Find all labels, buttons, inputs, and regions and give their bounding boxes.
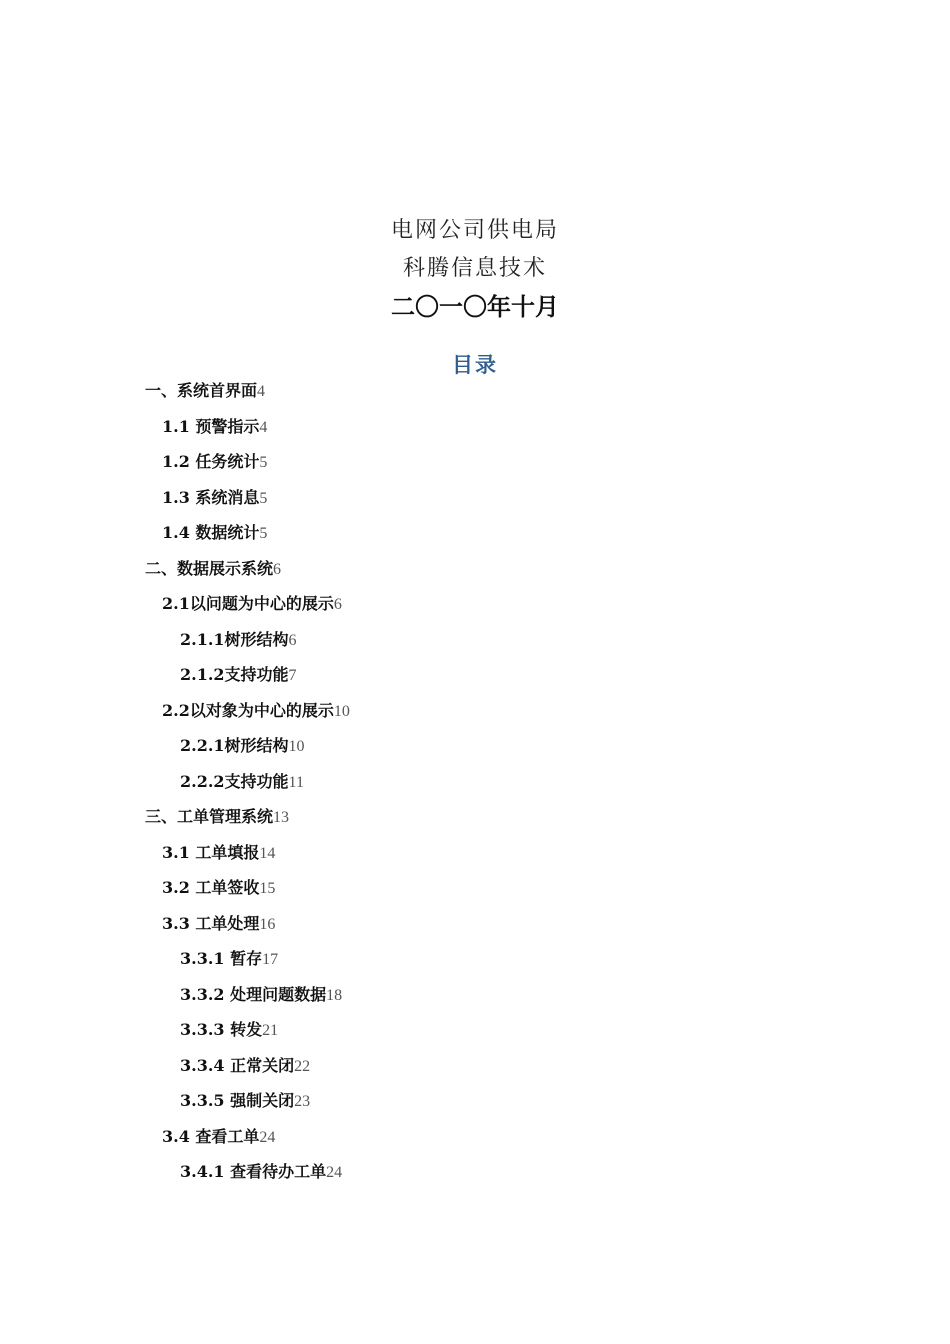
toc-entry-title: 3.3.1 暂存 — [180, 949, 263, 968]
toc-entry-page-number: 21 — [262, 1022, 279, 1039]
toc-entry-title: 3.3.4 正常关闭 — [180, 1055, 295, 1075]
toc-entry-title: 1.2 任务统计 — [162, 452, 260, 471]
toc-entry[interactable] — [162, 483, 267, 513]
toc-entry[interactable] — [180, 1086, 310, 1116]
toc-entry-page-number: 4 — [259, 418, 268, 436]
toc-entry-page-number: 16 — [259, 915, 276, 933]
toc-entry-title: 2.1.2支持功能 — [180, 665, 289, 684]
toc-entry[interactable] — [162, 838, 275, 868]
toc-entry-page-number: 5 — [259, 525, 268, 542]
toc-entry-title: 2.2.1树形结构 — [180, 736, 289, 755]
toc-entry-page-number: 10 — [288, 738, 305, 755]
toc-entry-page-number: 18 — [326, 986, 343, 1004]
toc-entry-title: 2.1.1树形结构 — [180, 629, 289, 649]
toc-entry[interactable] — [180, 1015, 278, 1045]
toc-entry[interactable] — [180, 767, 304, 797]
toc-entry[interactable] — [162, 589, 342, 619]
toc-entry-title: 2.2以对象为中心的展示 — [162, 700, 334, 720]
toc-entry-title: 二、数据展示系统 — [145, 558, 274, 578]
toc-entry-title: 3.4 查看工单 — [162, 1126, 260, 1146]
toc-entry-title: 2.1以问题为中心的展示 — [162, 594, 334, 613]
toc-entry-page-number: 4 — [257, 383, 266, 400]
toc-title: 目录 — [452, 353, 498, 377]
toc-entry-title: 3.3.2 处理问题数据 — [180, 984, 327, 1004]
toc-entry[interactable] — [145, 376, 265, 406]
toc-entry[interactable] — [180, 625, 297, 655]
organization-name: 电网公司供电局 — [390, 218, 559, 243]
toc-entry[interactable] — [162, 873, 275, 903]
toc-entry-page-number: 7 — [288, 667, 297, 684]
toc-entry[interactable] — [145, 802, 289, 832]
toc-entry-page-number: 6 — [273, 560, 282, 578]
toc-entry[interactable] — [162, 447, 267, 477]
toc-entry-page-number: 22 — [294, 1057, 311, 1075]
document-date: 二〇一〇年十月 — [391, 292, 559, 321]
toc-entry-page-number: 6 — [333, 596, 342, 613]
toc-entry-title: 3.3.5 强制关闭 — [180, 1091, 295, 1110]
toc-entry[interactable] — [162, 518, 267, 548]
toc-entry-page-number: 11 — [288, 773, 304, 791]
toc-entry-page-number: 13 — [273, 809, 290, 826]
toc-entry-title: 3.3 工单处理 — [162, 913, 260, 933]
toc-entry-page-number: 14 — [259, 844, 276, 862]
toc-entry-title: 三、工单管理系统 — [145, 807, 274, 826]
toc-entry-title: 1.1 预警指示 — [162, 416, 260, 436]
toc-entry-title: 一、系统首界面 — [145, 381, 258, 400]
toc-entry-title: 2.2.2支持功能 — [180, 771, 289, 791]
toc-entry-title: 1.4 数据统计 — [162, 523, 260, 542]
toc-entry-page-number: 24 — [326, 1164, 343, 1181]
toc-entry[interactable] — [180, 980, 342, 1010]
toc-entry-title: 1.3 系统消息 — [162, 487, 260, 507]
toc-entry[interactable] — [180, 731, 305, 761]
toc-entry-title: 3.1 工单填报 — [162, 842, 260, 862]
toc-entry-page-number: 17 — [262, 951, 279, 968]
toc-entry-page-number: 10 — [333, 702, 350, 720]
toc-entry[interactable] — [162, 1122, 275, 1152]
toc-entry-title: 3.2 工单签收 — [162, 878, 260, 897]
toc-entry-title: 3.4.1 查看待办工单 — [180, 1162, 327, 1181]
toc-entry[interactable] — [180, 1051, 310, 1081]
toc-entry-page-number: 24 — [259, 1128, 276, 1146]
toc-entry-page-number: 5 — [259, 454, 268, 471]
toc-entry[interactable] — [162, 696, 350, 726]
toc-entry-page-number: 15 — [259, 880, 276, 897]
toc-entry[interactable] — [180, 660, 297, 690]
toc-entry-page-number: 5 — [259, 489, 268, 507]
toc-entry-title: 3.3.3 转发 — [180, 1020, 263, 1039]
toc-entry[interactable] — [145, 554, 281, 584]
toc-entry[interactable] — [162, 412, 267, 442]
toc-entry[interactable] — [180, 1157, 342, 1187]
toc-entry-page-number: 6 — [288, 631, 297, 649]
toc-entry-page-number: 23 — [294, 1093, 311, 1110]
toc-entry[interactable] — [180, 944, 278, 974]
toc-entry[interactable] — [162, 909, 275, 939]
department-name: 科腾信息技术 — [402, 256, 547, 281]
